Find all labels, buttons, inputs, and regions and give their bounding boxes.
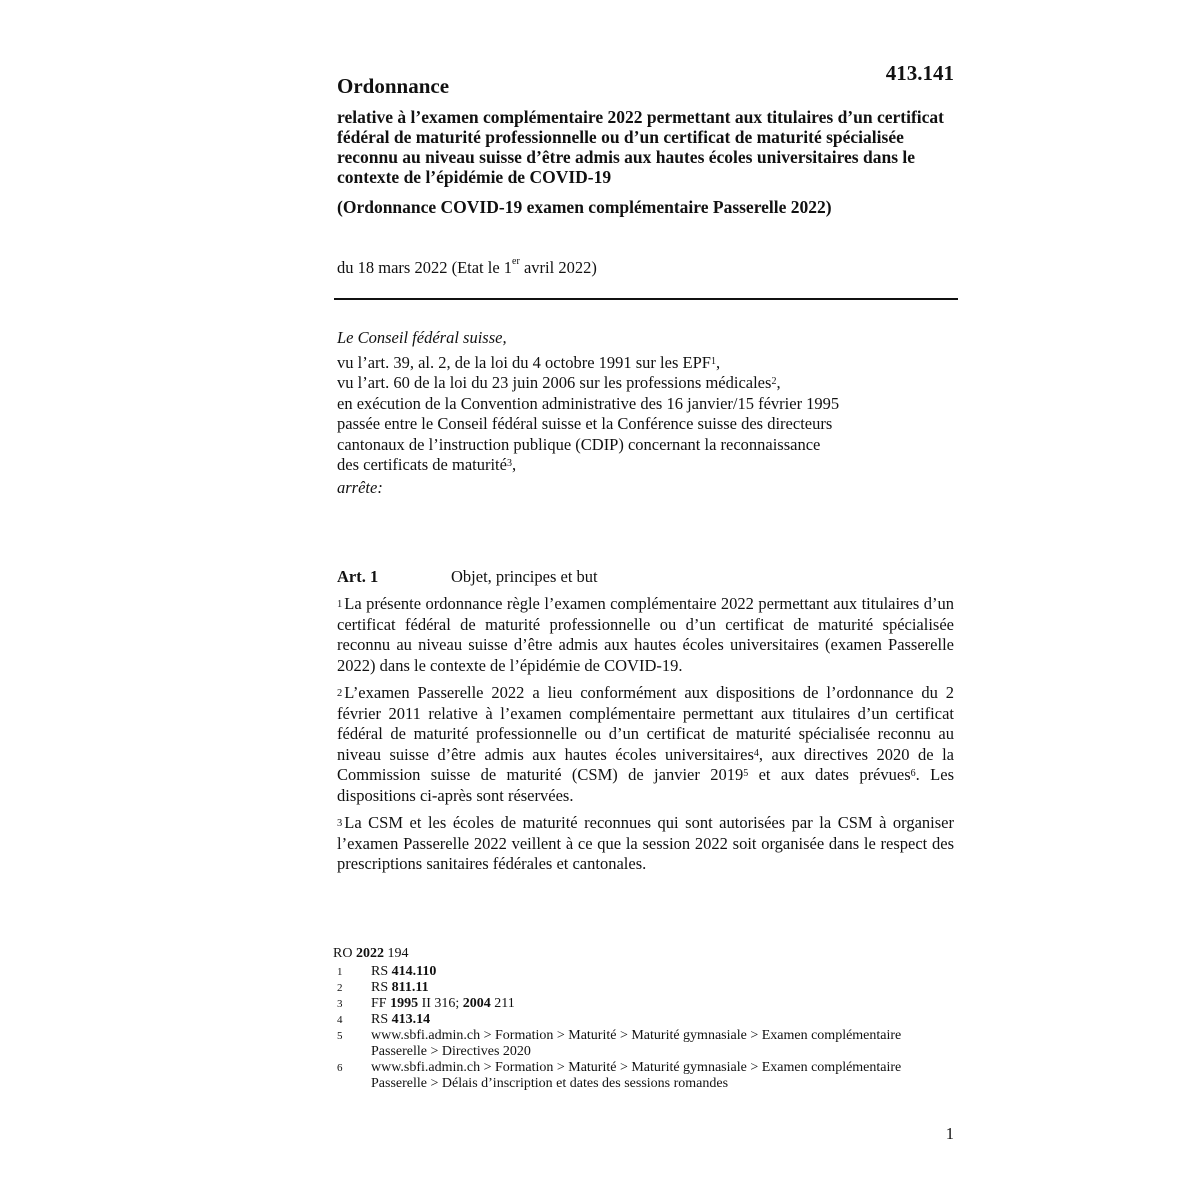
- preamble-line: [337, 373, 957, 394]
- document-type: Ordonnance: [337, 74, 450, 98]
- footnote-sr-link[interactable]: 414.110: [391, 964, 437, 979]
- ro-reference: [333, 946, 958, 962]
- article-paragraph-2: [337, 683, 954, 806]
- footnote-number: 1: [337, 966, 343, 978]
- article-heading: [337, 567, 957, 587]
- page-number: 1: [945, 1124, 954, 1143]
- footnote-text: [371, 1012, 958, 1028]
- date-superscript: er: [512, 256, 520, 267]
- footnote-prefix: RS: [371, 980, 392, 995]
- footnotes: [333, 946, 958, 1092]
- preamble-line: en exécution de la Convention administrative des 16 janvier/15 février 1995: [337, 393, 840, 413]
- footnote-number: 3: [337, 998, 343, 1010]
- paragraph-text: , aux directives 2020 de la Commission suisse de maturité (CSM) de janvier 2019: [337, 744, 954, 784]
- document-date: [337, 258, 597, 278]
- footnote-mid: II 316;: [418, 996, 463, 1011]
- paragraph-number: 1: [337, 599, 343, 610]
- article-paragraph-3: [337, 813, 954, 875]
- footnote-item: [333, 1012, 958, 1028]
- document-short-title: (Ordonnance COVID-19 examen complémentaire Passerelle 2022): [337, 197, 832, 217]
- footnote-item: [333, 964, 958, 980]
- footnote-ref[interactable]: 4: [753, 747, 759, 759]
- ro-page: 194: [383, 946, 409, 961]
- footnote-text: [371, 996, 958, 1012]
- preamble-line-end: ,: [776, 373, 781, 392]
- footnote-ref[interactable]: 6: [910, 768, 916, 779]
- paragraph-number: 3: [337, 818, 343, 829]
- footnote-number: 6: [337, 1062, 343, 1074]
- preamble-decision: arrête:: [337, 477, 383, 497]
- paragraph-text: La CSM et les écoles de maturité reconnues qui sont autorisées par la CSM à organiser l’examen Passerelle 2022 veillent à ce que la session 2022 soit organisée dans le respect des prescriptions sanitaires fédérales et cantonales.: [337, 813, 954, 873]
- article-paragraph-1: [337, 594, 954, 676]
- footnote-number: 5: [337, 1030, 343, 1042]
- ro-prefix: RO: [333, 946, 356, 961]
- footnote-ff-year[interactable]: 2004: [462, 996, 491, 1011]
- header-divider: [334, 298, 958, 300]
- preamble-line: cantonaux de l’instruction publique (CDIP) concernant la reconnaissance: [337, 434, 821, 454]
- footnote-ff-year[interactable]: 1995: [390, 996, 419, 1011]
- preamble-line-text: vu l’art. 60 de la loi du 23 juin 2006 sur les professions médicales: [337, 373, 772, 392]
- ro-year: 2022: [355, 946, 384, 961]
- paragraph-text: . Les dispositions ci-après sont réservées.: [337, 765, 954, 805]
- footnote-ref[interactable]: 5: [743, 768, 749, 779]
- preamble-authority: Le Conseil fédéral suisse,: [337, 328, 507, 347]
- sr-number: 413.141: [885, 61, 954, 85]
- footnote-text: [371, 980, 958, 996]
- article-title: Objet, principes et but: [451, 567, 598, 586]
- footnote-ref[interactable]: 3: [506, 458, 512, 469]
- article-body: [337, 594, 954, 882]
- preamble-line: passée entre le Conseil fédéral suisse et la Conférence suisse des directeurs: [337, 414, 833, 433]
- document-title: relative à l’examen complémentaire 2022 permettant aux titulaires d’un certificat fédéral de maturité professionnelle ou d’un certificat de maturité spécialisée reconnu au niveau suisse d’être admis aux hautes écoles universitaires dans le contexte de l’épidémie de COVID-19: [337, 107, 945, 187]
- date-suffix: avril 2022): [519, 258, 597, 277]
- footnote-ref[interactable]: 2: [771, 376, 777, 387]
- footnote-suffix: 211: [490, 996, 515, 1011]
- preamble-line-text: vu l’art. 39, al. 2, de la loi du 4 octobre 1991 sur les EPF: [337, 352, 711, 372]
- preamble-line: [337, 353, 957, 374]
- footnote-ref[interactable]: 1: [710, 355, 716, 367]
- footnote-sr-link[interactable]: 811.11: [391, 980, 429, 995]
- paragraph-number: 2: [337, 688, 343, 699]
- paragraph-text: L’examen Passerelle 2022 a lieu conformément aux dispositions de l’ordonnance du 2 février 2011 relative à l’examen complémentaire permettant aux titulaires d’un certificat fédéral de maturité professionnelle ou d’un certificat de maturité spécialisée reconnu au niveau suisse d’être admis aux hautes écoles universitaires: [337, 683, 954, 764]
- preamble-line-text: des certificats de maturité: [337, 455, 507, 474]
- footnote-item: [333, 1060, 958, 1092]
- preamble-line-end: ,: [511, 455, 517, 474]
- paragraph-text: La présente ordonnance règle l’examen complémentaire 2022 permettant aux titulaires d’un certificat fédéral de maturité professionnelle ou d’un certificat de maturité spécialisée reconnu au niveau suisse d’être admis aux hautes écoles universitaires (examen Passerelle 2022) dans le contexte de l’épidémie de COVID-19.: [337, 594, 954, 675]
- footnote-item: [333, 980, 958, 996]
- paragraph-text: et aux dates prévues: [748, 765, 911, 784]
- date-prefix: du 18 mars 2022 (Etat le 1: [337, 258, 513, 277]
- footnote-number: 2: [337, 982, 343, 994]
- footnote-item: [333, 1028, 958, 1060]
- footnote-web-link[interactable]: www.sbfi.admin.ch > Formation > Maturité > Maturité gymnasiale > Examen complémentaire Passerelle > Délais d’inscription et dates des sessions romandes: [371, 1060, 902, 1091]
- article-number: Art. 1: [337, 567, 379, 586]
- footnote-text: [371, 964, 958, 980]
- footnote-prefix: RS: [371, 964, 392, 979]
- footnote-item: [333, 996, 958, 1012]
- footnote-sr-link[interactable]: 413.14: [391, 1012, 431, 1027]
- preamble-line: [337, 455, 957, 476]
- footnote-web-link[interactable]: www.sbfi.admin.ch > Formation > Maturité > Maturité gymnasiale > Examen complémentaire Passerelle > Directives 2020: [371, 1028, 902, 1059]
- footnote-prefix: FF: [371, 996, 391, 1011]
- preamble: [337, 328, 957, 498]
- preamble-line-end: ,: [715, 352, 721, 372]
- footnote-number: 4: [337, 1014, 343, 1026]
- footnote-prefix: RS: [371, 1012, 392, 1027]
